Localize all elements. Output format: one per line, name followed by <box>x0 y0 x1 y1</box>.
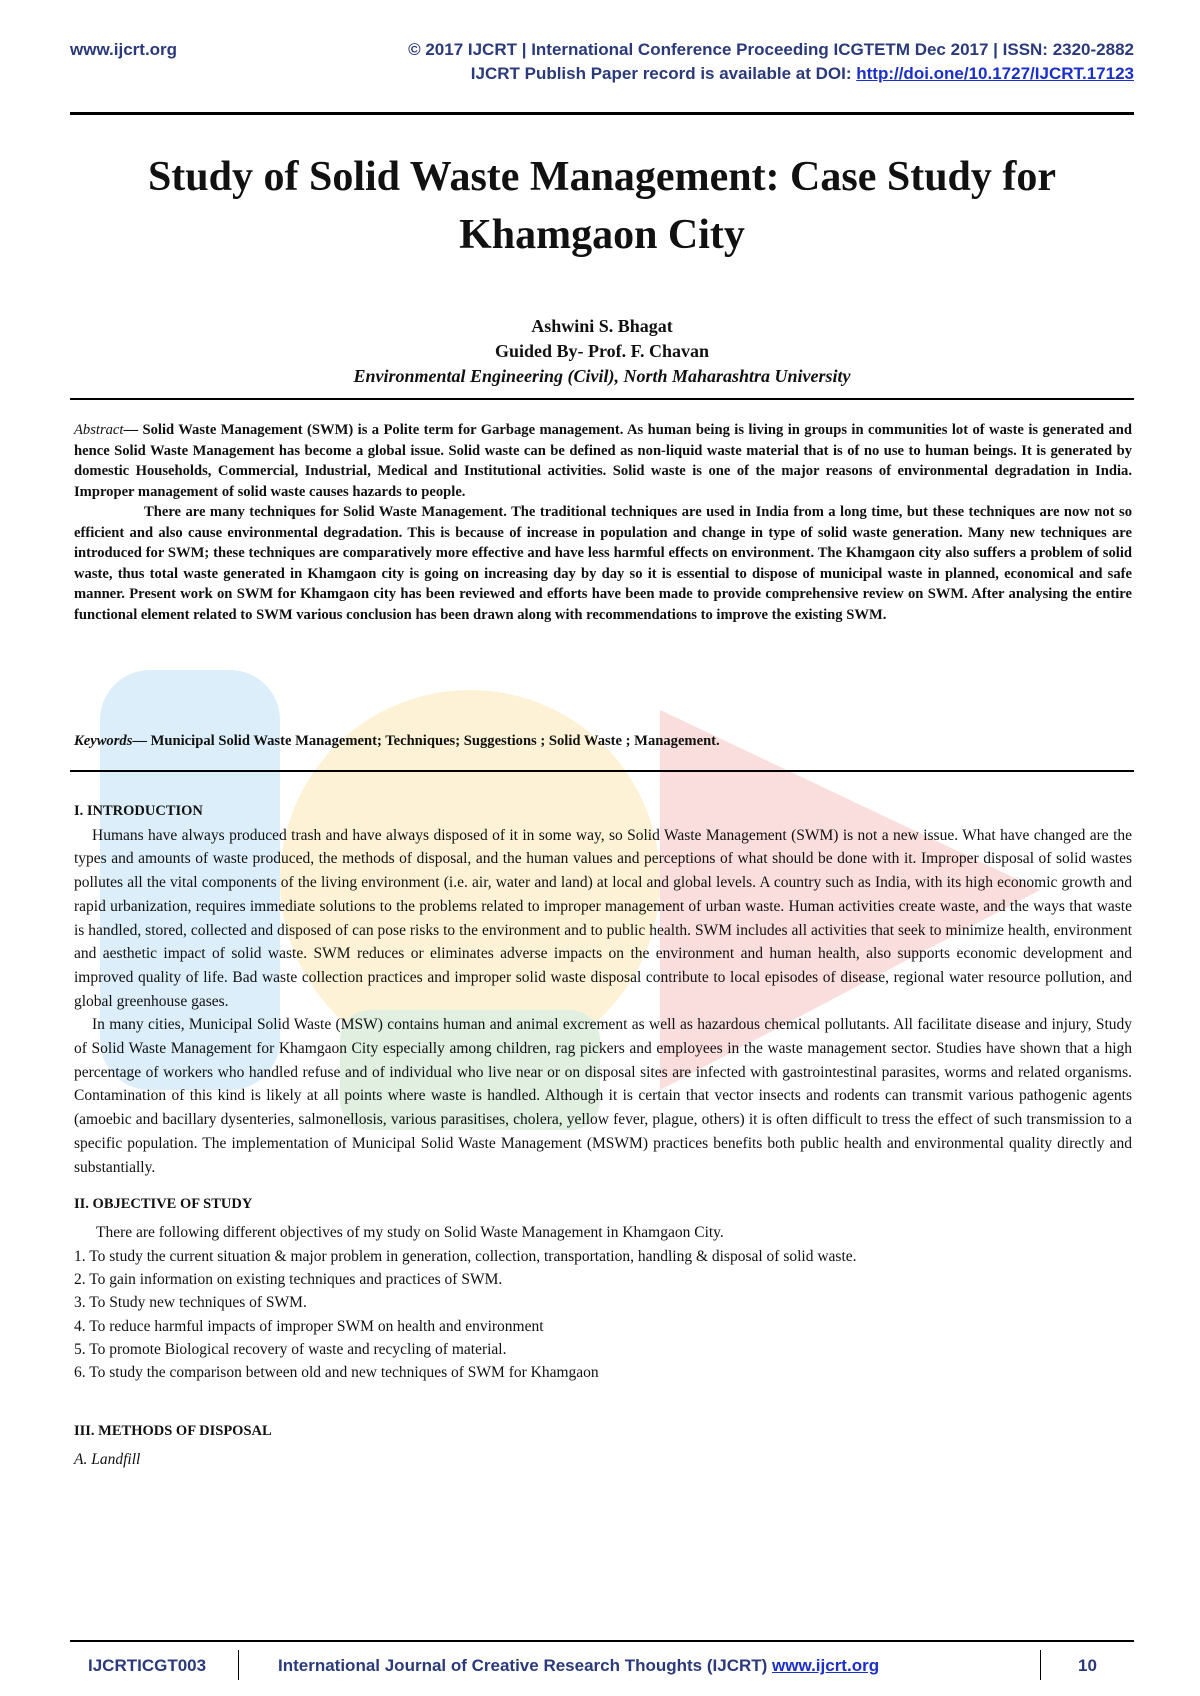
abstract-label: Abstract <box>74 422 124 438</box>
doi-link[interactable]: http://doi.one/10.1727/IJCRT.17123 <box>856 64 1134 83</box>
list-item: 4. To reduce harmful impacts of improper SWM on health and environment <box>74 1317 544 1335</box>
paper-title: Study of Solid Waste Management: Case Study for Khamgaon City <box>147 154 1057 258</box>
abstract-para-2: There are many techniques for Solid Waste Management. The traditional techniques are used in India from a long time, but these techniques are now not so efficient and also cause environmental degradation. This is because of increase in population and change in type of solid waste generation. Many new techniques are introduced for SWM; these techniques are comparatively more effective and have less harmful effects on environment. The Khamgaon city also suffers a problem of solid waste, thus total waste generated in Khamgaon city is going on increasing day by day so it is essential to dispose of municipal waste in planned, economical and safe manner. Present work on SWM for Khamgaon city has been reviewed and efforts have been made to provide comprehensive review on SWM. After analysing the entire functional element related to SWM various conclusion has been drawn along with recommendations to improve the existing SWM. <box>74 504 1132 623</box>
abstract-rule <box>70 770 1134 772</box>
section-heading-introduction: I. INTRODUCTION <box>74 803 203 819</box>
list-item: 2. To gain information on existing techniques and practices of SWM. <box>74 1270 503 1288</box>
journal-name <box>278 1656 879 1676</box>
header-site: www.ijcrt.org <box>70 40 178 59</box>
header-record <box>471 64 1134 84</box>
intro-paragraph-1: Humans have always produced trash and have always disposed of it in some way, so Solid Waste Management (SWM) is not a new issue. What have changed are the types and amounts of waste produced, the methods of disposal, and the human values and perceptions of what should be done with it. Improper disposal of solid wastes pollutes all the vital components of the living environment (i.e. air, water and land) at local and global levels. A country such as India, with its high economic growth and rapid urbanization, requires immediate solutions to the problems related to improper management of urban waste. Human activities create waste, and the ways that waste is handled, stored, collected and disposed of can pose risks to the environment and to public health. SWM includes all activities that seek to minimize health, environment and aesthetic impact of solid waste. SWM reduces or eliminates adverse impacts on the environment and human health, also supports economic development and improved quality of life. Bad waste collection practices and improper solid waste disposal contribute to local episodes of disease, regional water resource pollution, and global greenhouse gases. <box>74 826 1132 1010</box>
abstract <box>74 420 1132 625</box>
keywords-text: — Municipal Solid Waste Management; Techniques; Suggestions ; Solid Waste ; Management. <box>132 733 720 749</box>
author-block <box>70 314 1134 389</box>
paper-code: IJCRTICGT003 <box>88 1656 207 1675</box>
list-item: 6. To study the comparison between old and new techniques of SWM for Khamgaon <box>74 1364 599 1382</box>
list-item: 1. To study the current situation & major problem in generation, collection, transportation, handling & disposal of solid waste. <box>74 1247 857 1265</box>
intro-paragraph-2: In many cities, Municipal Solid Waste (MSW) contains human and animal excrement as well as hazardous chemical pollutants. All facilitate disease and injury, Study of Solid Waste Management for Khamgaon City especially among children, rag pickers and employees in the waste management sector. Studies have shown that a high percentage of workers who handled refuse and of individual who live near or on disposal sites are infected with gastrointestinal parasites, worms and related organisms. Contamination of this kind is likely at all points where waste is handled. Although it is certain that vector insects and rodents can transmit various pathogenic agents (amoebic and bacillary dysenteries, salmonellosis, various parasitises, cholera, yellow fever, plague, others) it is often difficult to tress the effect of such transmission to a specific population. The implementation of Municipal Solid Waste Management (MSWM) practices benefits both public health and environmental quality directly and substantially. <box>74 1016 1132 1176</box>
guide-name: Guided By- Prof. F. Chavan <box>494 341 710 361</box>
footer-rule <box>70 1640 1134 1642</box>
affiliation: Environmental Engineering (Civil), North Maharashtra University <box>353 366 851 386</box>
header-conference: © 2017 IJCRT | International Conference Proceeding ICGTETM Dec 2017 | ISSN: 2320-2882 <box>408 40 1134 59</box>
abstract-para-1: — Solid Waste Management (SWM) is a Polite term for Garbage management. As human being is living in groups in communities lot of waste is generated and hence Solid Waste Management has become a global issue. Solid waste can be defined as non-liquid waste material that is of no use to human beings. It is generated by domestic Households, Commercial, Industrial, Medical and Institutional activities. Solid waste is one of the major reasons of environmental degradation in India. Improper management of solid waste causes hazards to people. <box>74 422 1132 500</box>
section-heading-objective: II. OBJECTIVE OF STUDY <box>74 1196 253 1213</box>
page-number: 10 <box>1078 1656 1097 1675</box>
paper-body <box>74 800 1132 1472</box>
header-record-label: IJCRT Publish Paper record is available at DOI: <box>470 64 857 83</box>
footer-divider <box>1040 1650 1041 1680</box>
objective-list <box>74 1245 1132 1385</box>
list-item: 3. To Study new techniques of SWM. <box>74 1294 307 1312</box>
keywords <box>74 733 1132 750</box>
subsection-landfill: A. Landfill <box>74 1451 141 1469</box>
journal-link[interactable]: www.ijcrt.org <box>772 1656 880 1675</box>
journal-title: International Journal of Creative Research Thoughts (IJCRT) <box>278 1656 773 1675</box>
footer-divider <box>238 1650 239 1680</box>
author-rule <box>70 398 1134 400</box>
header-rule <box>70 112 1134 115</box>
author-name: Ashwini S. Bhagat <box>531 316 673 336</box>
keywords-label: Keywords <box>74 733 133 749</box>
list-item: 5. To promote Biological recovery of waste and recycling of material. <box>74 1340 507 1358</box>
objective-intro: There are following different objectives of my study on Solid Waste Management in Khamgaon City. <box>96 1223 724 1241</box>
section-heading-methods: III. METHODS OF DISPOSAL <box>74 1423 272 1440</box>
running-footer <box>70 1644 1134 1684</box>
